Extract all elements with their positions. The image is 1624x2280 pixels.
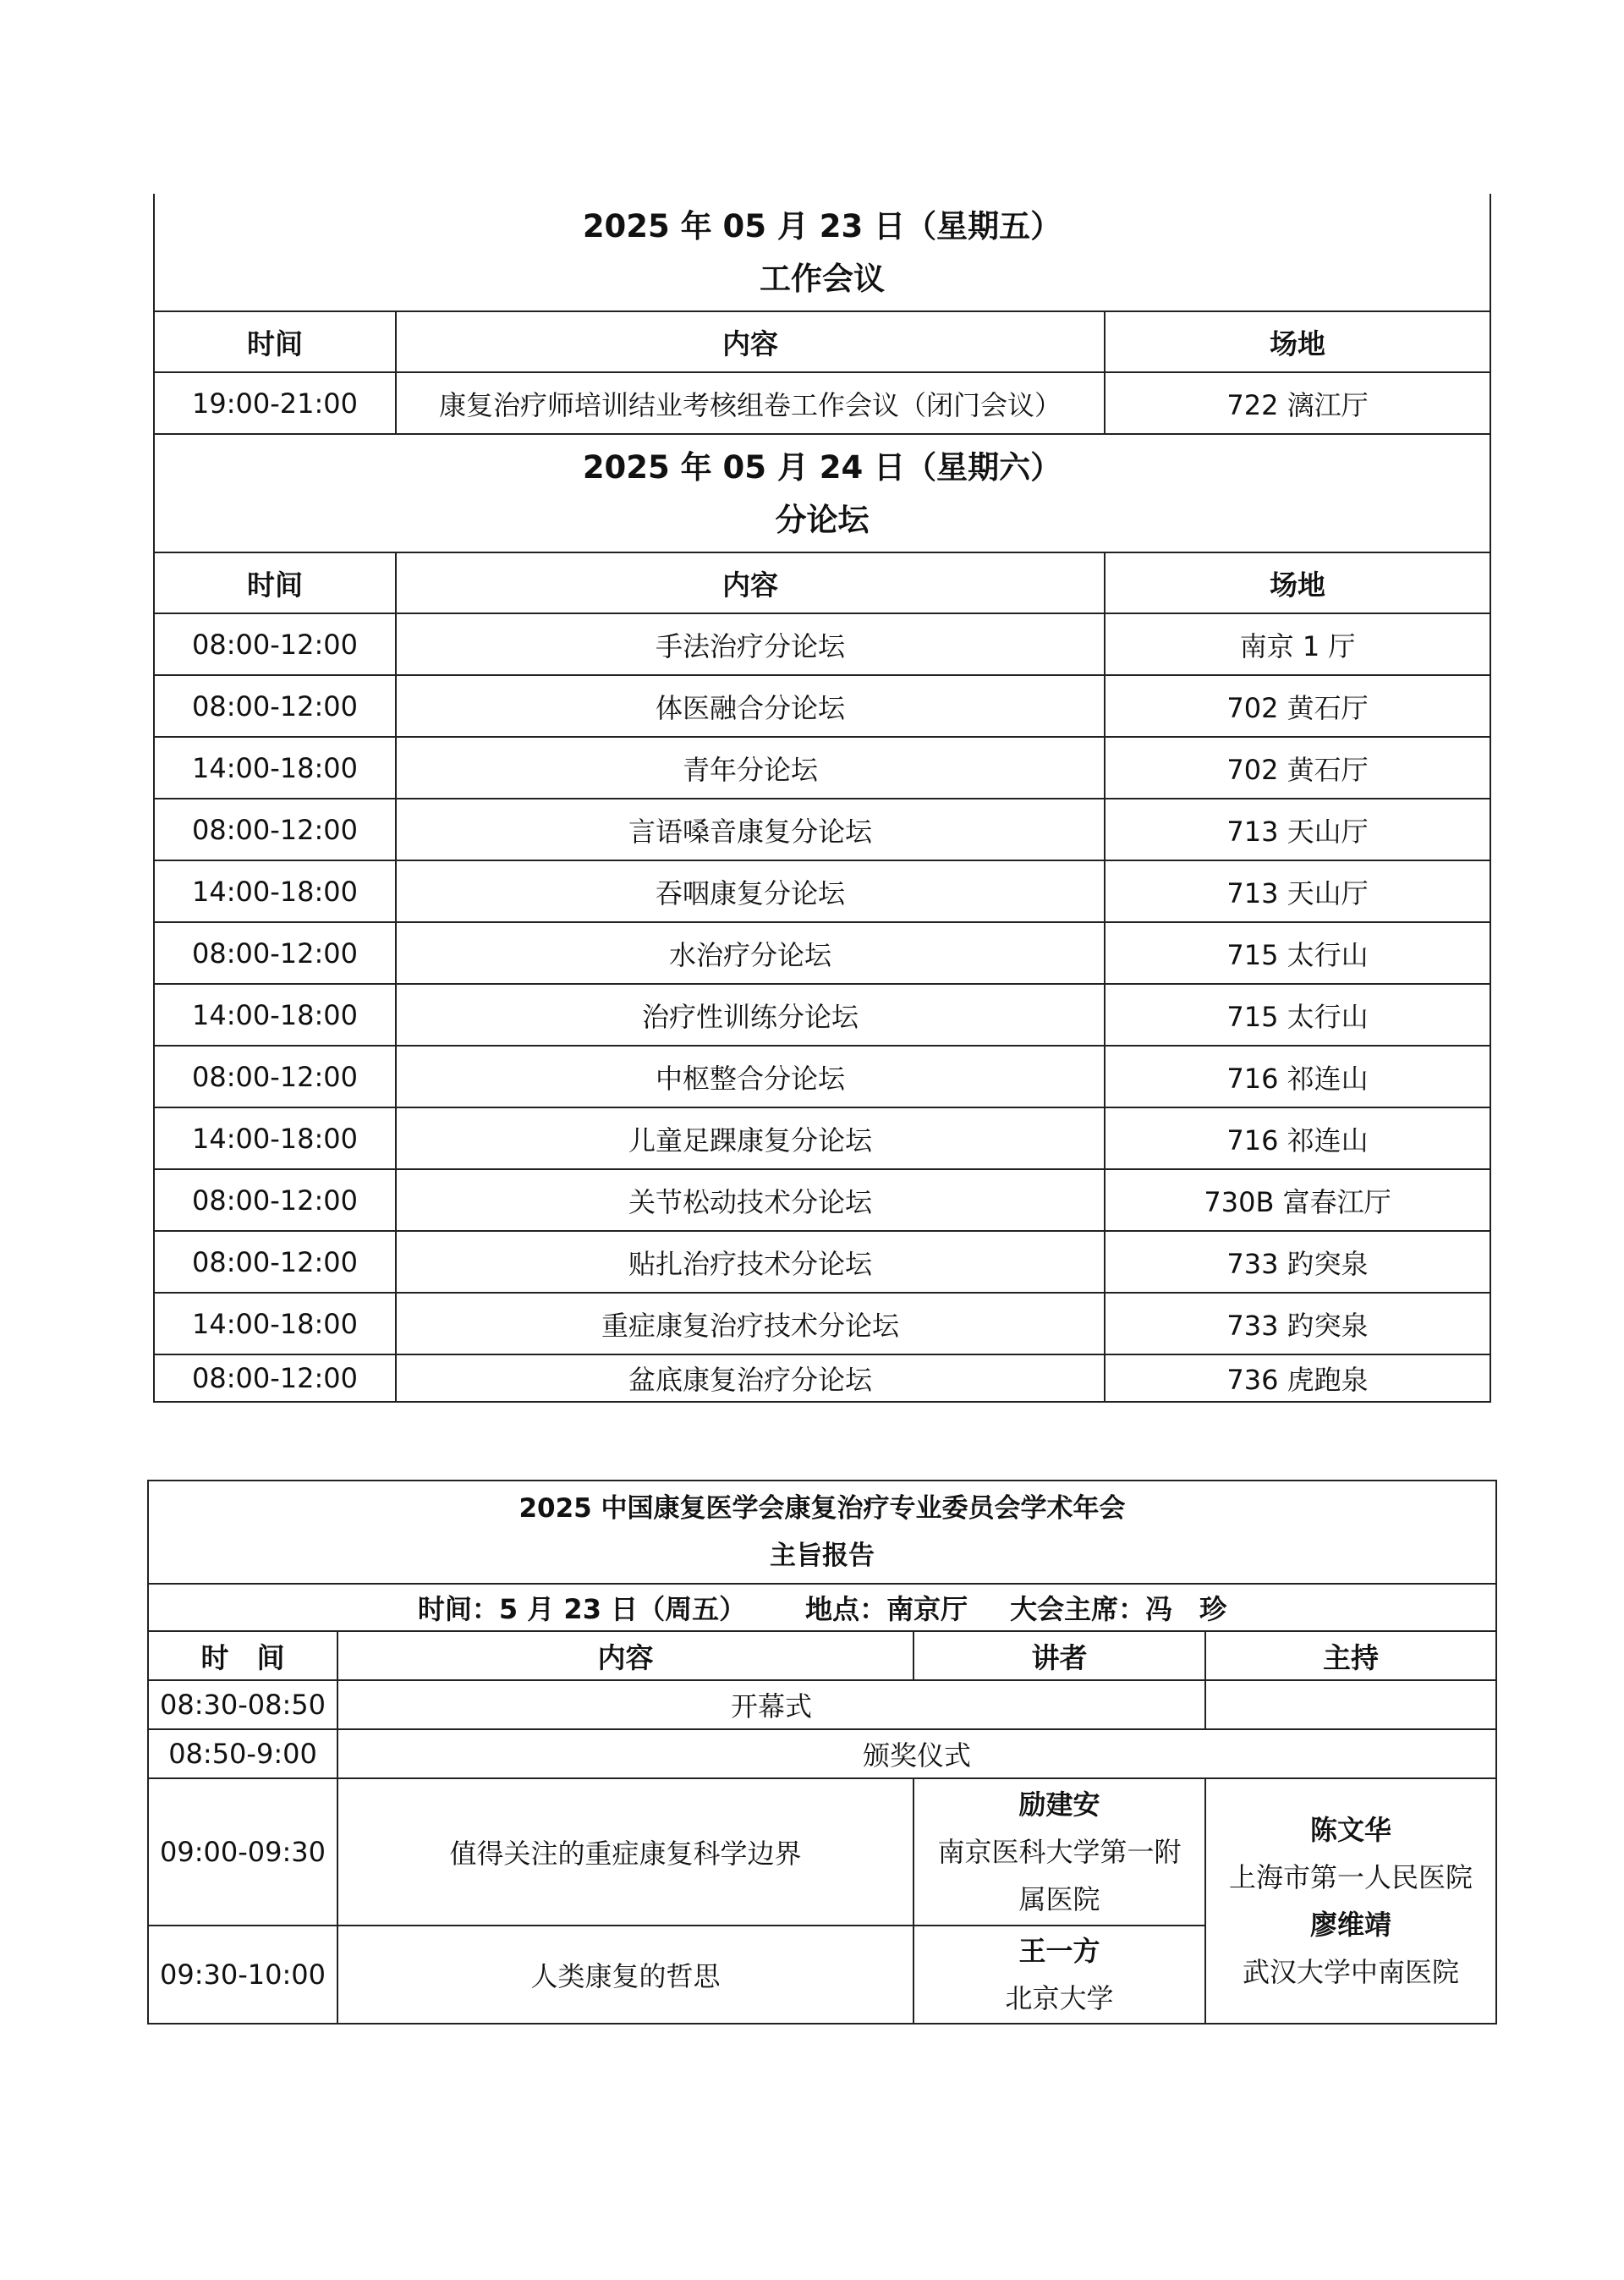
header-venue: 场地 <box>1105 311 1490 372</box>
row-time: 14:00-18:00 <box>154 737 396 799</box>
row-content: 康复治疗师培训结业考核组卷工作会议（闭门会议） <box>396 372 1105 434</box>
award-row <box>148 1729 1496 1778</box>
row-venue: 736 虎跑泉 <box>1105 1354 1490 1402</box>
speaker-affiliation: 南京医科大学第一附 <box>937 1836 1182 1868</box>
row-content: 言语嗓音康复分论坛 <box>396 799 1105 860</box>
keynote-chair: 大会主席：冯 珍 <box>1010 1593 1227 1625</box>
host-name: 陈文华 <box>1310 1814 1392 1846</box>
row-content: 贴扎治疗技术分论坛 <box>396 1231 1105 1293</box>
table-row <box>154 860 1490 922</box>
row-time: 08:00-12:00 <box>154 613 396 675</box>
table-row <box>154 799 1490 860</box>
row-venue: 715 太行山 <box>1105 984 1490 1046</box>
table-row <box>154 922 1490 984</box>
row-venue: 730B 富春江厅 <box>1105 1169 1490 1231</box>
row-content: 儿童足踝康复分论坛 <box>396 1107 1105 1169</box>
table-row <box>154 984 1490 1046</box>
row-content: 青年分论坛 <box>396 737 1105 799</box>
header-venue: 场地 <box>1105 552 1490 613</box>
table-row <box>154 675 1490 737</box>
row-time: 08:00-12:00 <box>154 1354 396 1402</box>
row-content: 体医融合分论坛 <box>396 675 1105 737</box>
table-row <box>154 1169 1490 1231</box>
talk-time: 09:30-10:00 <box>148 1926 337 2024</box>
row-time: 14:00-18:00 <box>154 1107 396 1169</box>
row-content: 手法治疗分论坛 <box>396 613 1105 675</box>
keynote-title: 2025 中国康复医学会康复治疗专业委员会学术年会 <box>518 1493 1126 1524</box>
talk-row <box>148 1778 1496 1926</box>
opening-row <box>148 1680 1496 1729</box>
row-content: 盆底康复治疗分论坛 <box>396 1354 1105 1402</box>
row-venue: 713 天山厅 <box>1105 860 1490 922</box>
award-content: 颁奖仪式 <box>337 1729 1496 1778</box>
row-content: 关节松动技术分论坛 <box>396 1169 1105 1231</box>
row-venue: 702 黄石厅 <box>1105 737 1490 799</box>
talk-speaker-cell <box>914 1778 1205 1926</box>
row-time: 08:00-12:00 <box>154 1231 396 1293</box>
keynote-header-row <box>148 1631 1496 1680</box>
table-row <box>154 737 1490 799</box>
speaker-name: 励建安 <box>1018 1788 1100 1821</box>
row-content: 中枢整合分论坛 <box>396 1046 1105 1107</box>
speaker-affiliation-cont: 属医院 <box>1018 1883 1100 1915</box>
table-row <box>154 1293 1490 1354</box>
row-venue: 716 祁连山 <box>1105 1046 1490 1107</box>
row-venue: 南京 1 厅 <box>1105 613 1490 675</box>
day1-session: 工作会议 <box>760 261 885 297</box>
talk-speaker-cell <box>914 1926 1205 2024</box>
day1-date: 2025 年 05 月 23 日（星期五） <box>582 208 1062 244</box>
day2-title-row <box>154 434 1490 552</box>
hosts-cell <box>1205 1778 1496 2024</box>
row-time: 14:00-18:00 <box>154 1293 396 1354</box>
table-row <box>154 372 1490 434</box>
header-time: 时间 <box>154 311 396 372</box>
header-time: 时 间 <box>148 1631 337 1680</box>
table-row <box>154 1107 1490 1169</box>
host-affiliation: 武汉大学中南医院 <box>1243 1956 1460 1988</box>
keynote-table <box>147 1480 1497 2025</box>
row-time: 14:00-18:00 <box>154 984 396 1046</box>
day2-date: 2025 年 05 月 24 日（星期六） <box>582 449 1062 486</box>
row-time: 08:00-12:00 <box>154 675 396 737</box>
keynote-subtitle: 主旨报告 <box>770 1541 875 1571</box>
row-time: 19:00-21:00 <box>154 372 396 434</box>
row-content: 重症康复治疗技术分论坛 <box>396 1293 1105 1354</box>
row-content: 水治疗分论坛 <box>396 922 1105 984</box>
table-row <box>154 1354 1490 1402</box>
row-time: 14:00-18:00 <box>154 860 396 922</box>
header-content: 内容 <box>396 311 1105 372</box>
day2-header-row <box>154 552 1490 613</box>
day1-header-row <box>154 311 1490 372</box>
award-time: 08:50-9:00 <box>148 1729 337 1778</box>
speaker-name: 王一方 <box>1018 1935 1100 1967</box>
opening-content: 开幕式 <box>337 1680 1205 1729</box>
table-row <box>154 1231 1490 1293</box>
row-content: 吞咽康复分论坛 <box>396 860 1105 922</box>
talk-content: 人类康复的哲思 <box>337 1926 914 2024</box>
header-time: 时间 <box>154 552 396 613</box>
host-affiliation: 上海市第一人民医院 <box>1229 1861 1473 1893</box>
row-venue: 702 黄石厅 <box>1105 675 1490 737</box>
row-venue: 716 祁连山 <box>1105 1107 1490 1169</box>
table-row <box>154 1046 1490 1107</box>
row-content: 治疗性训练分论坛 <box>396 984 1105 1046</box>
keynote-time: 时间：5 月 23 日（周五） <box>417 1593 747 1625</box>
opening-time: 08:30-08:50 <box>148 1680 337 1729</box>
row-venue: 722 漓江厅 <box>1105 372 1490 434</box>
day1-title-row <box>154 194 1490 311</box>
row-time: 08:00-12:00 <box>154 799 396 860</box>
keynote-info-row <box>148 1584 1496 1631</box>
row-time: 08:00-12:00 <box>154 1169 396 1231</box>
row-venue: 733 趵突泉 <box>1105 1231 1490 1293</box>
speaker-affiliation: 北京大学 <box>1005 1982 1114 2014</box>
day2-session: 分论坛 <box>775 502 870 538</box>
row-venue: 715 太行山 <box>1105 922 1490 984</box>
header-speaker: 讲者 <box>914 1631 1205 1680</box>
keynote-title-row <box>148 1481 1496 1584</box>
table-row <box>154 613 1490 675</box>
row-time: 08:00-12:00 <box>154 922 396 984</box>
row-time: 08:00-12:00 <box>154 1046 396 1107</box>
row-venue: 713 天山厅 <box>1105 799 1490 860</box>
opening-host <box>1205 1680 1496 1729</box>
talk-content: 值得关注的重症康复科学边界 <box>337 1778 914 1926</box>
keynote-place: 地点：南京厅 <box>805 1593 968 1625</box>
host-name: 廖维靖 <box>1310 1909 1392 1941</box>
row-venue: 733 趵突泉 <box>1105 1293 1490 1354</box>
schedule-table <box>153 194 1491 1403</box>
talk-time: 09:00-09:30 <box>148 1778 337 1926</box>
header-content: 内容 <box>337 1631 914 1680</box>
header-content: 内容 <box>396 552 1105 613</box>
header-host: 主持 <box>1205 1631 1496 1680</box>
